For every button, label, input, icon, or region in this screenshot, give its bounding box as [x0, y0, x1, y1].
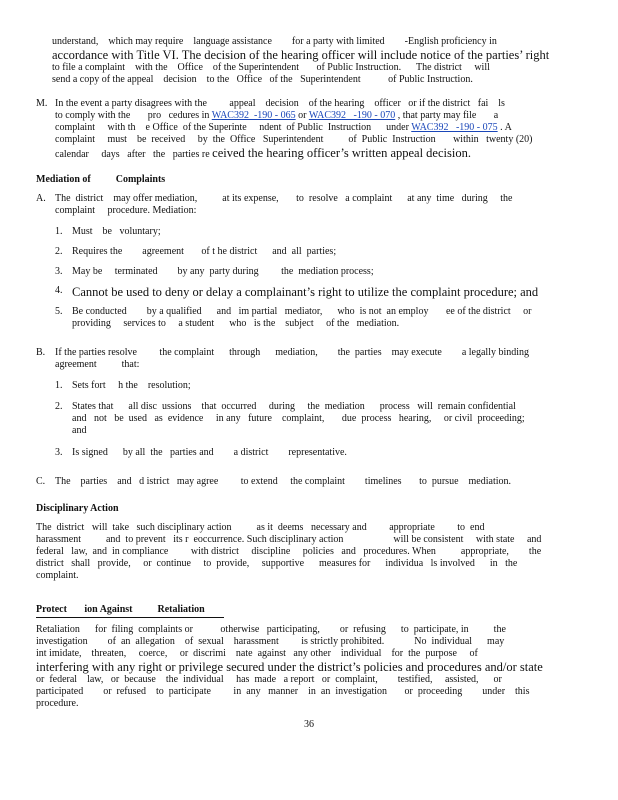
mediation-heading: Mediation of Complaints: [36, 174, 166, 185]
text-line: The district may offer mediation, at its expense, to resolve a complaint at any time during the: [55, 193, 513, 204]
mediation-subitem: [36, 246, 582, 258]
retaliation-heading: Protect ion Against Retaliation: [36, 604, 205, 615]
mediation-subitem: [36, 266, 582, 278]
text-segment: ceived the hearing officer’s written appeal decision.: [212, 146, 471, 160]
subitem-number: 3.: [55, 266, 63, 277]
subitem-number: 1.: [55, 380, 63, 391]
disciplinary-paragraph: [36, 522, 582, 582]
subitem-number: 3.: [55, 447, 63, 458]
text-line: investigation of an allegation of sexual harassment is strictly prohibited. No individual may: [36, 636, 505, 647]
heading-underline: [36, 617, 224, 618]
disciplinary-heading: Disciplinary Action: [36, 503, 119, 514]
mediation-subitem: [36, 306, 582, 330]
text-line: district shall provide, or continue to provide, supportive measures for individua ls involved in the: [36, 558, 518, 569]
wac-link[interactable]: WAC392 -190 - 075: [411, 122, 498, 133]
subitem-number: 1.: [55, 226, 63, 237]
subitem-number: 2.: [55, 401, 63, 412]
text-line: federal law, and in compliance with district discipline policies and procedures. When appropriate, the: [36, 546, 542, 557]
mediation-subitem: [36, 285, 582, 299]
text-line: int imidate, threaten, coerce, or discrimi nate against any other individual for the purpose of: [36, 648, 478, 659]
text-line: complaint procedure. Mediation:: [55, 205, 197, 216]
mediation-subitem: [36, 380, 582, 392]
mediation-item-b: [36, 347, 582, 371]
subitem-text: providing services to a student who is the subject of the mediation.: [72, 318, 400, 329]
text-line: [55, 122, 582, 134]
section-label: M.: [36, 98, 48, 109]
subitem-text: Must be voluntary;: [72, 226, 161, 237]
text-line: complaint must be received by the Office Superintendent of Public Instruction within twenty (20): [55, 134, 533, 145]
subitem-number: 2.: [55, 246, 63, 257]
top-paragraph: [52, 36, 592, 86]
text-line: harassment and to prevent its r eoccurrence. Such disciplinary action will be consistent with state and: [36, 534, 542, 545]
text-line: or federal law, or because the individual has made a report or complaint, testified, assisted, or: [36, 674, 502, 685]
text-segment: , that party may file a: [397, 110, 499, 121]
text-line: The parties and d istrict may agree to extend the complaint timelines to pursue mediation.: [55, 476, 512, 487]
subitem-text: and not be used as evidence in any future complaint, due process hearing, or civil proceeding;: [72, 413, 525, 424]
wac-link[interactable]: WAC392 -190 - 065: [211, 110, 296, 121]
text-line: Retaliation for filing complaints or otherwise participating, or refusing to participate, in the: [36, 624, 506, 635]
subitem-number: 4.: [55, 285, 63, 296]
subitem-text: May be terminated by any party during the mediation process;: [72, 266, 374, 277]
text-line: If the parties resolve the complaint through mediation, the parties may execute a legally binding: [55, 347, 530, 358]
text-line: to file a complaint with the Office of the Superintendent of Public Instruction. The district will: [52, 62, 490, 73]
text-line: [55, 146, 582, 161]
subitem-text: and: [72, 425, 87, 436]
mediation-item-a: [36, 193, 582, 217]
text-segment: or: [298, 110, 307, 121]
mediation-item-c: [36, 476, 582, 488]
text-line: The district will take such disciplinary action as it deems necessary and appropriate to end: [36, 522, 485, 533]
subitem-text: Be conducted by a qualified and im partial mediator, who is not an employ ee of the district or: [72, 306, 532, 317]
wac-link[interactable]: WAC392 -190 - 070: [308, 110, 396, 121]
item-label: A.: [36, 193, 46, 204]
page-number: 36: [304, 719, 314, 730]
text-segment: complaint with th e Office of the Superinte ndent of Public Instruction under: [55, 122, 409, 133]
mediation-subitem: [36, 447, 582, 459]
text-line: participated or refused to participate in any manner in an investigation or proceeding under this: [36, 686, 530, 697]
retaliation-paragraph: [36, 624, 582, 710]
subitem-text: States that all disc ussions that occurred during the mediation process will remain confidential: [72, 401, 516, 412]
item-label: C.: [36, 476, 46, 487]
subitem-text: Requires the agreement of t he district and all parties;: [72, 246, 337, 257]
text-line: accordance with Title VI. The decision of the hearing officer will include notice of the parties’ right: [52, 48, 550, 62]
text-line: complaint.: [36, 570, 79, 581]
mediation-subitem: [36, 226, 582, 238]
subitem-text: Is signed by all the parties and a district representative.: [72, 447, 347, 458]
text-line: procedure.: [36, 698, 79, 709]
text-line: agreement that:: [55, 359, 140, 370]
text-line: In the event a party disagrees with the appeal decision of the hearing officer or if the district fai ls: [55, 98, 505, 109]
subitem-text: Cannot be used to deny or delay a complainant’s right to utilize the complaint procedure; and: [72, 285, 539, 299]
section-m: [36, 98, 582, 161]
text-line: interfering with any right or privilege secured under the district’s policies and procedures and/or state: [36, 660, 543, 674]
text-line: understand, which may require language assistance for a party with limited -English proficiency in: [52, 36, 497, 47]
text-segment: calendar days after the parties re: [55, 149, 210, 160]
text-segment: to comply with the pro cedures in: [55, 110, 210, 121]
text-line: [55, 110, 582, 122]
text-line: send a copy of the appeal decision to the Office of the Superintendent of Public Instruction.: [52, 74, 473, 85]
text-segment: . A: [500, 122, 512, 133]
subitem-text: Sets fort h the resolution;: [72, 380, 191, 391]
item-label: B.: [36, 347, 46, 358]
mediation-subitem: [36, 401, 582, 437]
subitem-number: 5.: [55, 306, 63, 317]
